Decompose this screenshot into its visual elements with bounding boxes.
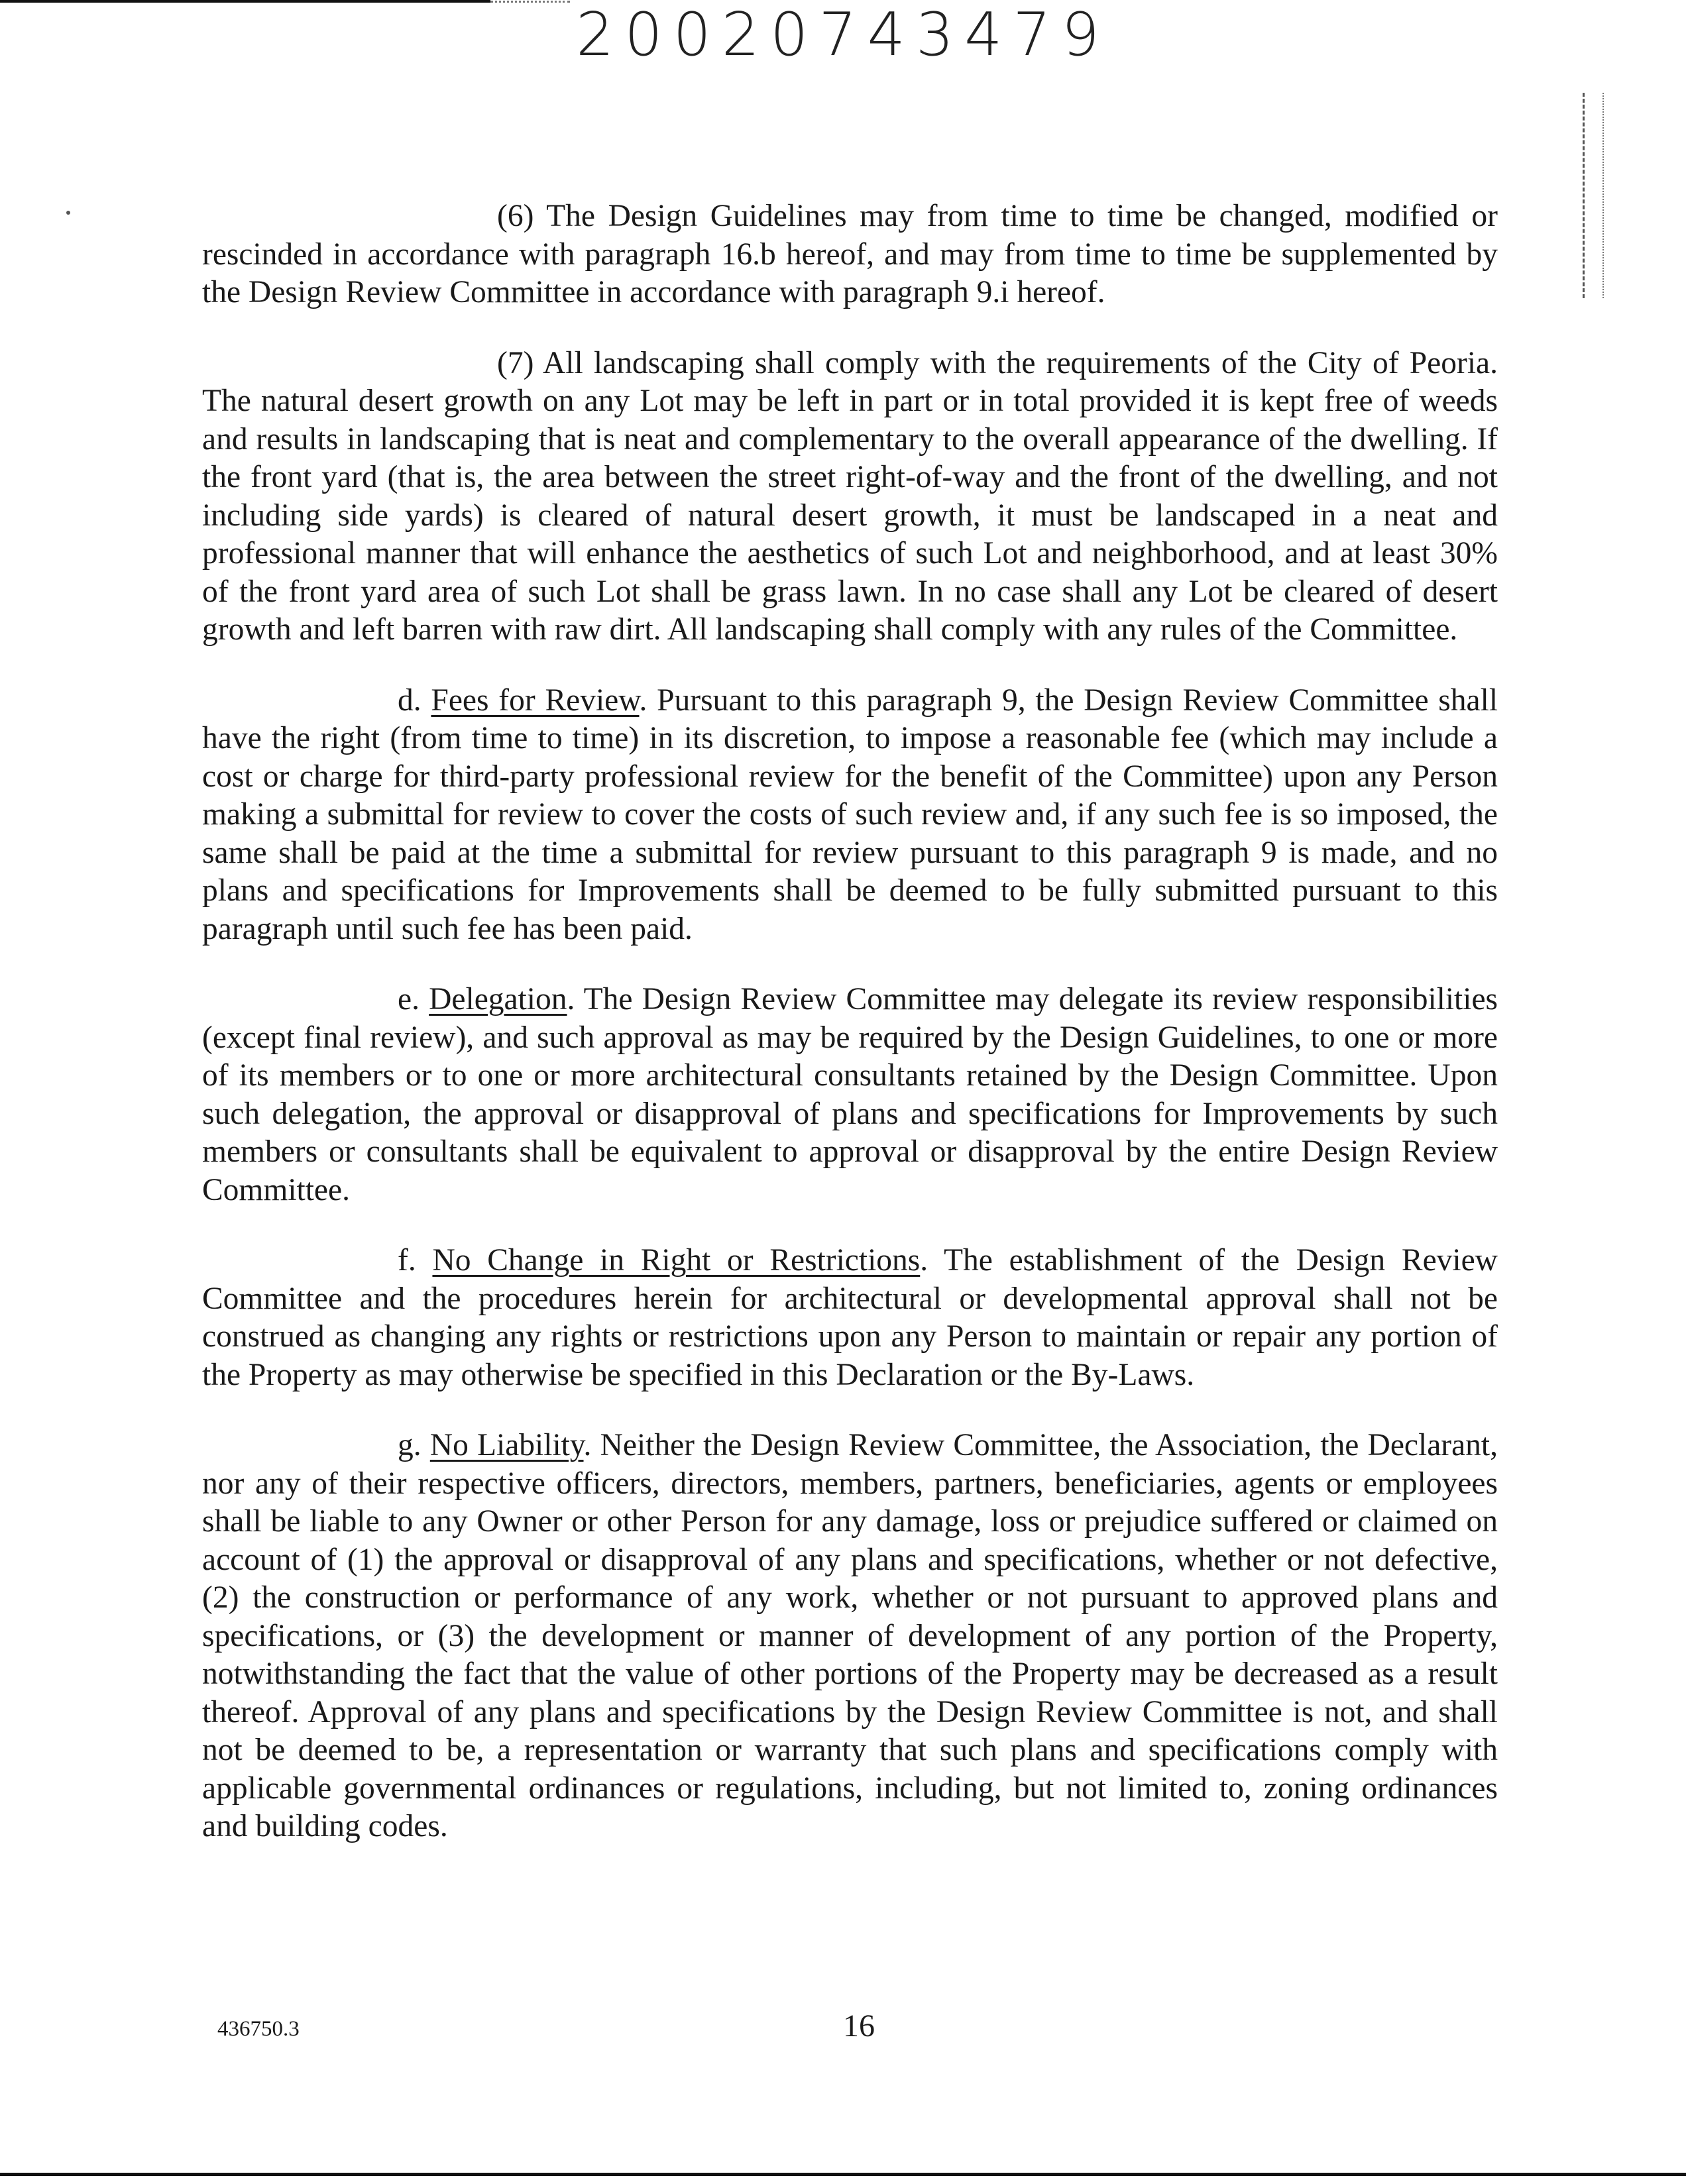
paragraph-7: (7) All landscaping shall comply with the requirements of the City of Peoria. The natural desert growth on any Lot may be left in part or in total provided it is kept free of weeds and results in landscaping that is neat and complementary to the overall appearance of the dwelling. If the front yard (that is, the area between the street right-of-way and the front of the dwelling, and not including side yards) is cleared of natural desert growth, it must be landscaped in a neat and professional manner that will enhance the aesthetics of such Lot and neighborhood, and at least 30% of the front yard area of such Lot shall be grass lawn. In no case shall any Lot be cleared of desert growth and left barren with raw dirt. All landscaping shall comply with any rules of the Committee. bbox=[202, 345, 1498, 647]
paragraph-e-text: . The Design Review Committee may delegate its review responsibilities (except final review), and such approval as may be required by the Design Guidelines, to one or more of its members or to one or more architectural consultants retained by the Design Committee. Upon such delegation, the approval or disapproval of plans and specifications for Improvements by such members or consultants shall be equivalent to approval or disapproval by the entire Design Review Committee. bbox=[202, 982, 1498, 1207]
paragraph-g bbox=[202, 1427, 1498, 1846]
margin-mark-column-1 bbox=[1583, 93, 1585, 298]
paragraph-6: (6) The Design Guidelines may from time to time be changed, modified or rescinded in accordance with paragraph 16.b hereof, and may from time to time be supplemented by the Design Review Committee in accordance with paragraph 9.i hereof. bbox=[202, 199, 1498, 309]
paragraph-f-label: f. bbox=[398, 1243, 416, 1278]
scan-speck bbox=[66, 211, 70, 215]
recording-number: 20020743479 bbox=[576, 0, 1110, 70]
paragraph-d-heading: Fees for Review bbox=[431, 682, 640, 718]
footer-document-id: 436750.3 bbox=[217, 2017, 300, 2041]
page-number: 16 bbox=[843, 2008, 875, 2044]
margin-mark-column-2 bbox=[1602, 93, 1604, 298]
paragraph-f-text: . The establishment of the Design Review Committee and the procedures herein for architectural or developmental approval shall not be construed as changing any rights or restrictions upon any Person to maintain or repair any portion of the Property as may otherwise be specified in this Declaration or the By-Laws. bbox=[202, 1243, 1498, 1392]
margin-scan-marks bbox=[1577, 93, 1617, 305]
paragraph-d bbox=[202, 682, 1498, 949]
paragraph-g-label: g. bbox=[398, 1428, 422, 1462]
paragraph-f-heading: No Change in Right or Restrictions bbox=[432, 1243, 921, 1278]
paragraph-g-heading: No Liability bbox=[429, 1428, 584, 1462]
paragraph-e bbox=[202, 981, 1498, 1209]
paragraph-e-heading: Delegation bbox=[429, 982, 567, 1016]
paragraph-d-label: d. bbox=[398, 682, 422, 718]
bottom-border-line bbox=[0, 2173, 1686, 2176]
paragraph-e-label: e. bbox=[398, 982, 420, 1016]
paragraph-g-text: . Neither the Design Review Committee, the Association, the Declarant, nor any of their respective officers, directors, members, partners, beneficiaries, agents or employees shall be liable to any Owner or other Person for any damage, loss or prejudice suffered or claimed on account of (1) the approval or disapproval of any plans and specifications, whether or not defective, (2) the construction or performance of any work, whether or not pursuant to approved plans and specifications, or (3) the development or manner of development of any portion of the Property, notwithstanding the fact that the value of other portions of the Property may be decreased as a result thereof. Approval of any plans and specifications by the Design Review Committee is not, and shall not be deemed to be, a representation or warranty that such plans and specifications comply with applicable governmental ordinances or regulations, including, but not limited to, zoning ordinances and building codes. bbox=[202, 1428, 1498, 1843]
document-body bbox=[202, 197, 1498, 1879]
paragraph-d-text: . Pursuant to this paragraph 9, the Design Review Committee shall have the right (from time to time) in its discretion, to impose a reasonable fee (which may include a cost or charge for third-party professional review for the benefit of the Committee) upon any Person making a submittal for review to cover the costs of such review and, if any such fee is so imposed, the same shall be paid at the time a submittal for review pursuant to this paragraph 9 is made, and no plans and specifications for Improvements shall be deemed to be fully submitted pursuant to this paragraph until such fee has been paid. bbox=[202, 682, 1498, 946]
paragraph-f bbox=[202, 1242, 1498, 1394]
